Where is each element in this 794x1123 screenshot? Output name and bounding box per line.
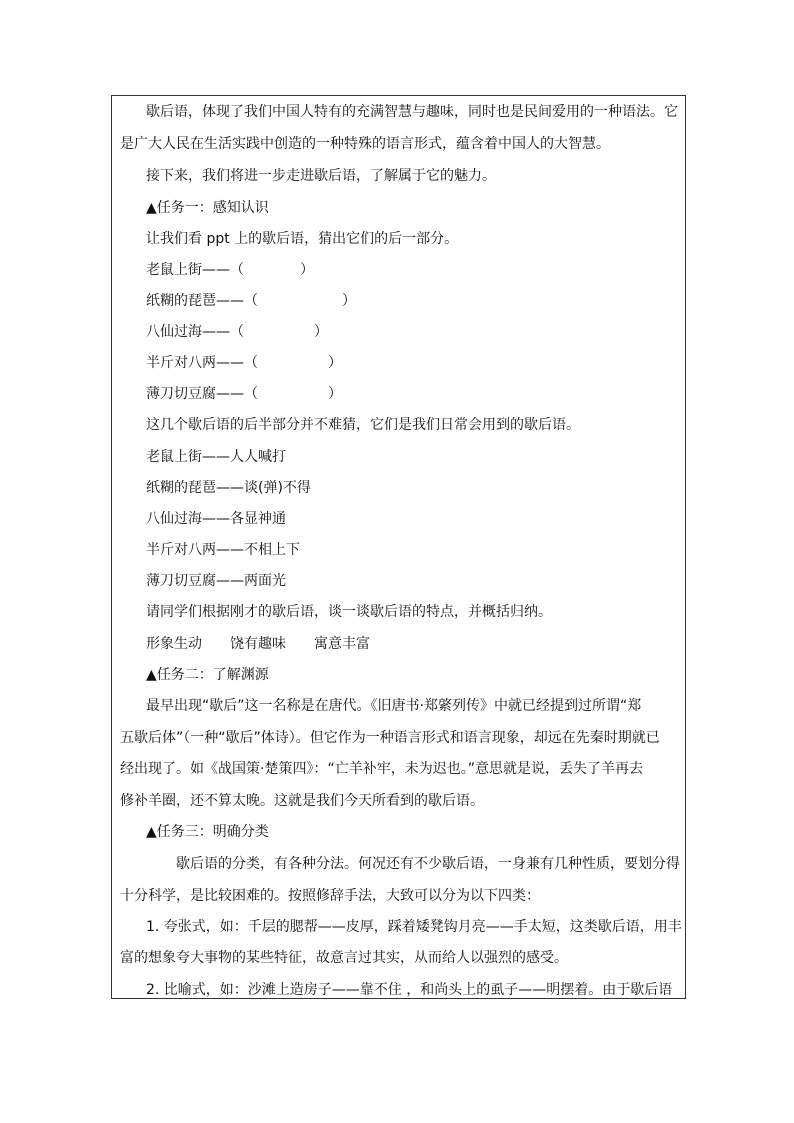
paragraph-line: 请同学们根据刚才的歇后语，谈一谈歇后语的特点，并概括归纳。 bbox=[146, 604, 552, 620]
proverb-blank: 薄刀切豆腐——（ ） bbox=[146, 386, 342, 402]
paragraph-line: 接下来，我们将进一步走进歇后语，了解属于它的魅力。 bbox=[146, 168, 496, 184]
paragraph-line: 十分科学，是比较困难的。按照修辞手法，大致可以分为以下四类： bbox=[120, 888, 540, 904]
proverb-blank: 八仙过海——（ ） bbox=[146, 324, 328, 340]
task-heading: ▲任务二：了解渊源 bbox=[146, 667, 269, 683]
list-item: 2. 比喻式，如：沙滩上造房子——靠不住 ，和尚头上的虱子——明摆着。由于歇后语 bbox=[146, 982, 673, 998]
proverb-answer: 八仙过海——各显神通 bbox=[146, 511, 286, 527]
proverb-answer: 纸糊的琵琶——谈(弹)不得 bbox=[146, 480, 311, 496]
proverb-answer: 薄刀切豆腐——两面光 bbox=[146, 573, 286, 589]
task-heading: ▲任务一：感知认识 bbox=[146, 200, 269, 216]
features-line: 形象生动 饶有趣味 寓意丰富 bbox=[146, 636, 370, 652]
task-heading: ▲任务三：明确分类 bbox=[146, 824, 269, 840]
paragraph-line: 歇后语的分类，有各种分法。何况还有不少歇后语，一身兼有几种性质，要划分得 bbox=[176, 856, 680, 872]
paragraph-line: 这几个歇后语的后半部分并不难猜，它们是我们日常会用到的歇后语。 bbox=[146, 417, 580, 433]
paragraph-line: 修补羊圈，还不算太晚。这就是我们今天所看到的歇后语。 bbox=[120, 793, 484, 809]
proverb-answer: 半斤对八两——不相上下 bbox=[146, 542, 300, 558]
list-item: 1. 夸张式，如：千层的腮帮——皮厚，踩着矮凳钩月亮——手太短，这类歇后语，用丰 bbox=[146, 919, 682, 935]
paragraph-line: 歇后语，体现了我们中国人特有的充满智慧与趣味，同时也是民间爱用的一种语法。它 bbox=[146, 104, 678, 120]
paragraph-line: 五歇后体”（一种“歇后”体诗）。但它作为一种语言形式和语言现象，却远在先秦时期就已 bbox=[120, 730, 660, 746]
proverb-answer: 老鼠上街——人人喊打 bbox=[146, 449, 286, 465]
proverb-blank: 纸糊的琵琶——（ ） bbox=[146, 293, 356, 309]
proverb-blank: 老鼠上街——（ ） bbox=[146, 262, 314, 278]
paragraph-line: 最早出现“歇后”这一名称是在唐代。《旧唐书·郑綮列传》中就已经提到过所谓“郑 bbox=[146, 698, 642, 714]
paragraph-line: 让我们看 ppt 上的歇后语，猜出它们的后一部分。 bbox=[146, 231, 459, 247]
proverb-blank: 半斤对八两——（ ） bbox=[146, 355, 342, 371]
paragraph-line: 富的想象夸大事物的某些特征，故意言过其实，从而给人以强烈的感受。 bbox=[120, 950, 568, 966]
paragraph-line: 经出现了。如《战国策·楚策四》：“亡羊补牢，未为迟也。”意思就是说，丢失了羊再去 bbox=[120, 761, 643, 777]
document-table-cell bbox=[111, 95, 686, 999]
paragraph-line: 是广大人民在生活实践中创造的一种特殊的语言形式，蕴含着中国人的大智慧。 bbox=[120, 136, 610, 152]
